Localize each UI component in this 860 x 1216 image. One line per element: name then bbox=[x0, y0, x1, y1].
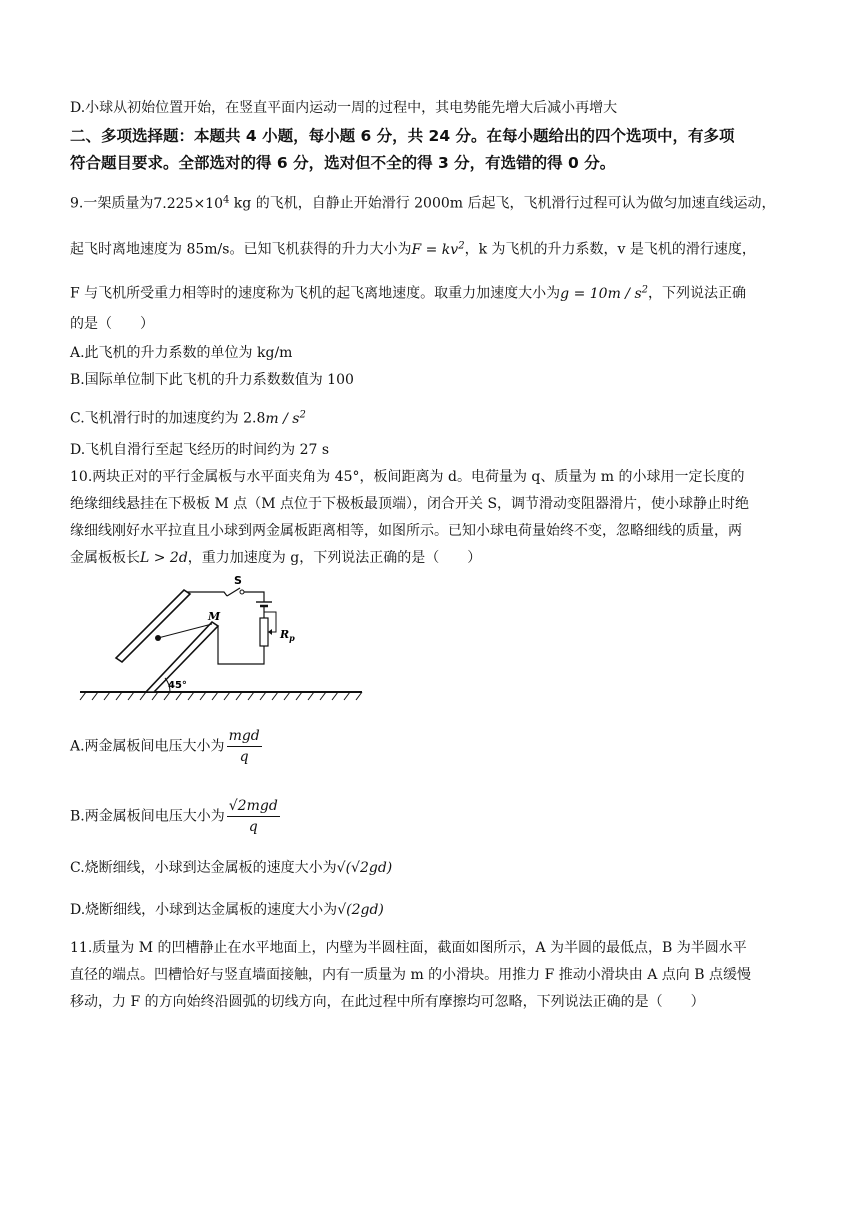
q8-option-d: D.小球从初始位置开始，在竖直平面内运动一周的过程中，其电势能先增大后减小再增大 bbox=[70, 100, 618, 116]
point-m-label: M bbox=[208, 610, 221, 623]
voltage-fraction-a: $\frac{\text{mgd}}{q}$ bbox=[228, 728, 260, 765]
q10-option-c: C.烧断细线，小球到达金属板的速度大小为√(√2gd) bbox=[70, 860, 393, 876]
q9-line1 bbox=[70, 190, 776, 214]
q9-option-c: C.飞机滑行时的加速度约为 $2.8m / s^2$ bbox=[70, 409, 306, 427]
lift-formula: $F = kv^2$ bbox=[411, 240, 465, 258]
q11-line3: 移动，力 F 的方向始终沿圆弧的切线方向，在此过程中所有摩擦均可忽略，下列说法正确的是（ ） bbox=[70, 994, 705, 1010]
speed-expression-c: √(√2gd) bbox=[336, 860, 393, 876]
q9-text-post: kg 的飞机，自静止开始滑行 2000m 后起飞，飞机滑行过程可认为做匀加速直线运动， bbox=[229, 195, 776, 212]
battery bbox=[256, 602, 272, 606]
q9-option-b: B.国际单位制下此飞机的升力系数数值为 100 bbox=[70, 372, 354, 388]
upper-plate bbox=[116, 590, 190, 662]
switch-contact bbox=[240, 590, 244, 594]
q9-mass: $7.225\times 10^4$ bbox=[153, 194, 230, 212]
q9-option-a: A.此飞机的升力系数的单位为 kg/m bbox=[70, 345, 293, 361]
q10-line4: 金属板板长L > 2d，重力加速度为 g，下列说法正确的是（ ） bbox=[70, 550, 482, 566]
acceleration-unit: m / $s^2$ bbox=[265, 409, 306, 427]
q10-line2: 绝缘细线悬挂在下极板 M 点（M 点位于下极板最顶端），闭合开关 S，调节滑动变阻器滑片，使小球静止时绝 bbox=[70, 496, 750, 512]
q10-line1: 10.两块正对的平行金属板与水平面夹角为 45°，板间距离为 d。电荷量为 q、质量为 m 的小球用一定长度的 bbox=[70, 469, 745, 485]
length-inequality: L > 2d bbox=[140, 550, 188, 566]
q9-line2: 起飞时离地速度为 85m/s。已知飞机获得的升力大小为$F = kv^2$，k 为飞机的升力系数，v 是飞机的滑行速度， bbox=[70, 240, 756, 258]
gravity-formula: $g = 10m / s^2$ bbox=[560, 284, 649, 302]
q9-text: 9.一架质量为 bbox=[70, 195, 154, 212]
capacitor-circuit-diagram bbox=[72, 574, 372, 702]
voltage-fraction-b: $\frac{\text{√2mgd}}{q}$ bbox=[228, 798, 278, 835]
charged-ball bbox=[155, 635, 161, 641]
q11-line1: 11.质量为 M 的凹槽静止在水平地面上，内壁为半圆柱面，截面如图所示，A 为半圆的最低点，B 为半圆水平 bbox=[70, 940, 747, 956]
q10-option-b: B.两金属板间电压大小为 $\frac{\text{√2mgd}}{q}$ bbox=[70, 798, 278, 835]
q9-line4: 的是（ ） bbox=[70, 316, 154, 332]
q11-line2: 直径的端点。凹槽恰好与竖直墙面接触，内有一质量为 m 的小滑块。用推力 F 推动小滑块由 A 点向 B 点缓慢 bbox=[70, 967, 751, 983]
speed-expression-d: √(2gd) bbox=[337, 902, 384, 918]
q10-option-d: D.烧断细线，小球到达金属板的速度大小为√(2gd) bbox=[70, 902, 384, 918]
rheostat bbox=[260, 612, 295, 646]
q9-line3: F 与飞机所受重力相等时的速度称为飞机的起飞离地速度。取重力加速度大小为$g = 10m / s^2$，下列说法正确 bbox=[70, 284, 747, 302]
rheostat-label: $R_p$ bbox=[280, 628, 295, 643]
angle-label: 45° bbox=[168, 680, 187, 691]
section-heading-line2: 符合题目要求。全部选对的得 6 分，选对但不全的得 3 分，有选错的得 0 分。 bbox=[70, 154, 616, 172]
q10-line3: 缘细线刚好水平拉直且小球到两金属板距离相等，如图所示。已知小球电荷量始终不变，忽略细线的质量，两 bbox=[70, 523, 742, 539]
switch-label: S bbox=[234, 574, 242, 587]
q10-option-a: A.两金属板间电压大小为 $\frac{\text{mgd}}{q}$ bbox=[70, 728, 260, 765]
section-heading-line1: 二、多项选择题：本题共 4 小题，每小题 6 分，共 24 分。在每小题给出的四个选项中，有多项 bbox=[70, 127, 735, 145]
q9-option-d: D.飞机自滑行至起飞经历的时间约为 27 s bbox=[70, 442, 330, 458]
